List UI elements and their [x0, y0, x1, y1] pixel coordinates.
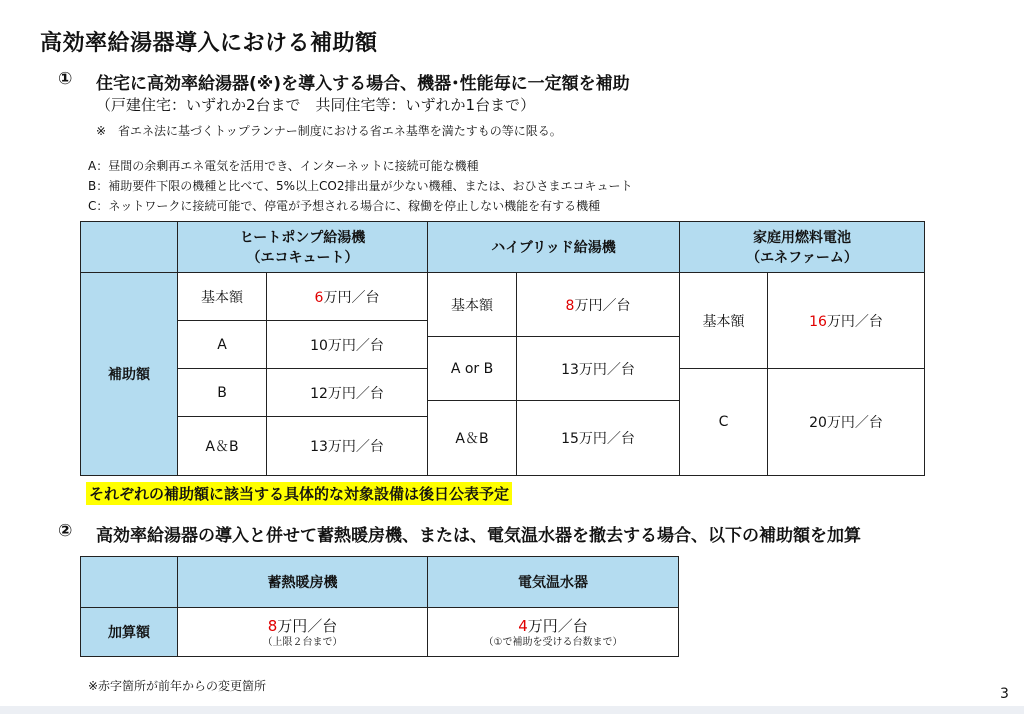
additional-table	[80, 556, 679, 657]
heatpump-label-base: 基本額	[178, 273, 267, 321]
section1-heading: 住宅に高効率給湯器(※)を導入する場合、機器･性能毎に一定額を補助	[96, 74, 630, 94]
hybrid-label-ab: A＆B	[428, 401, 517, 476]
electric-water-heater-amount: 4万円／台 （①で補助を受ける台数まで）	[428, 608, 679, 657]
header-fuelcell: 家庭用燃料電池 （エネファーム）	[680, 222, 925, 273]
heatpump-amount-b: 12万円／台	[267, 369, 428, 417]
page-number: 3	[1000, 686, 1009, 702]
heatpump-label-b: B	[178, 369, 267, 417]
section1-subheading: （戸建住宅：いずれか2台まで 共同住宅等：いずれか1台まで）	[96, 96, 536, 114]
section2-heading: 高効率給湯器の導入と併せて蓄熱暖房機、または、電気温水器を撤去する場合、以下の補助額を加算	[96, 526, 861, 546]
criteria-b: B：補助要件下限の機種と比べて、5%以上CO2排出量が少ない機種、または、おひさまエコキュート	[88, 179, 633, 193]
fuelcell-label-base: 基本額	[680, 273, 768, 369]
bottom-border	[0, 706, 1024, 714]
section1-number: ①	[58, 69, 73, 89]
header-electric-water-heater: 電気温水器	[428, 557, 679, 608]
storage-heater-amount: 8万円／台 （上限２台まで）	[178, 608, 428, 657]
header-heatpump: ヒートポンプ給湯機 （エコキュート）	[178, 222, 428, 273]
heatpump-amount-ab: 13万円／台	[267, 417, 428, 476]
hybrid-amount-ab: 15万円／台	[517, 401, 680, 476]
heatpump-label-ab: A＆B	[178, 417, 267, 476]
heatpump-amount-base: 6万円／台	[267, 273, 428, 321]
hybrid-label-base: 基本額	[428, 273, 517, 337]
heatpump-amount-a: 10万円／台	[267, 321, 428, 369]
subsidy-table	[80, 221, 925, 476]
heatpump-label-a: A	[178, 321, 267, 369]
header-storage-heater: 蓄熱暖房機	[178, 557, 428, 608]
fuelcell-amount-base: 16万円／台	[768, 273, 925, 369]
header-hybrid: ハイブリッド給湯機	[428, 222, 680, 273]
fuelcell-amount-c: 20万円／台	[768, 369, 925, 476]
criteria-c: C：ネットワークに接続可能で、停電が予想される場合に、稼働を停止しない機能を有する機種	[88, 199, 601, 213]
table2-corner	[81, 557, 178, 608]
row-header-additional: 加算額	[81, 608, 178, 657]
footnote: ※赤字箇所が前年からの変更箇所	[88, 679, 267, 693]
hybrid-label-aorb: A or B	[428, 337, 517, 401]
hybrid-amount-base: 8万円／台	[517, 273, 680, 337]
highlight-note: それぞれの補助額に該当する具体的な対象設備は後日公表予定	[86, 482, 512, 505]
fuelcell-label-c: C	[680, 369, 768, 476]
section1-note: ※ 省エネ法に基づくトップランナー制度における省エネ基準を満たすもの等に限る。	[96, 124, 562, 138]
criteria-a: A：昼間の余剰再エネ電気を活用でき、インターネットに接続可能な機種	[88, 159, 479, 173]
hybrid-amount-aorb: 13万円／台	[517, 337, 680, 401]
table1-corner	[81, 222, 178, 273]
row-header-subsidy: 補助額	[81, 273, 178, 476]
page-title: 高効率給湯器導入における補助額	[40, 31, 378, 56]
section2-number: ②	[58, 521, 73, 541]
